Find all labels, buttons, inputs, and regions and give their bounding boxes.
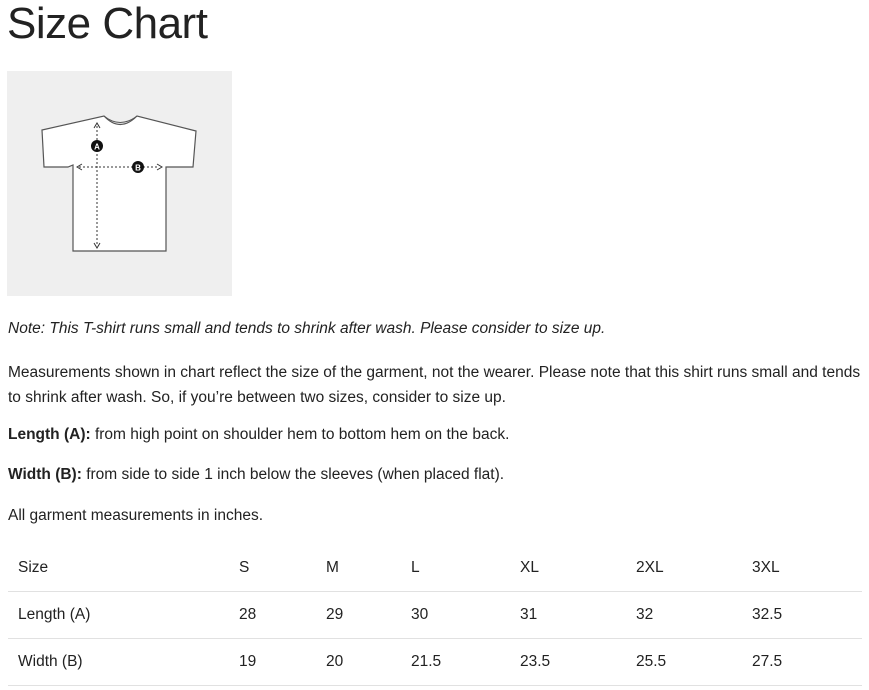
table-header-cell: S — [229, 545, 316, 592]
table-cell: 32 — [626, 592, 742, 639]
tshirt-diagram — [7, 71, 232, 296]
units-note: All garment measurements in inches. — [8, 507, 264, 524]
table-cell: 21.5 — [401, 639, 510, 686]
table-cell: 32.5 — [742, 592, 862, 639]
table-header-cell: M — [316, 545, 401, 592]
marker-b-label: B — [135, 163, 141, 173]
width-text: from side to side 1 inch below the sleeves (when placed flat). — [81, 466, 505, 483]
table-cell: 23.5 — [510, 639, 626, 686]
page-title: Size Chart — [7, 0, 208, 48]
table-cell: 19 — [229, 639, 316, 686]
width-label: Width (B): — [8, 466, 82, 483]
size-table — [8, 545, 862, 686]
table-cell: 20 — [316, 639, 401, 686]
marker-a-label: A — [94, 142, 100, 152]
width-definition — [8, 466, 504, 484]
length-text: from high point on shoulder hem to bottom hem on the back. — [90, 426, 510, 443]
table-header-cell: Size — [8, 545, 229, 592]
sizing-note: Note: This T-shirt runs small and tends to shrink after wash. Please consider to size up. — [8, 320, 606, 337]
tshirt-measurement-diagram-icon — [7, 71, 232, 296]
table-row — [8, 639, 862, 686]
length-definition — [8, 426, 509, 444]
table-cell: 25.5 — [626, 639, 742, 686]
table-cell: Length (A) — [8, 592, 229, 639]
table-header-cell: 3XL — [742, 545, 862, 592]
measurements-description: Measurements shown in chart reflect the size of the garment, not the wearer. Please note that this shirt runs small and tends to shrink after wash. So, if you’re between two sizes, consider to size up. — [8, 364, 861, 406]
table-cell: Width (B) — [8, 639, 229, 686]
table-cell: 29 — [316, 592, 401, 639]
table-cell: 27.5 — [742, 639, 862, 686]
table-header-cell: XL — [510, 545, 626, 592]
length-label: Length (A): — [8, 426, 91, 443]
table-row — [8, 592, 862, 639]
table-header-cell: L — [401, 545, 510, 592]
table-header-row — [8, 545, 862, 592]
table-cell: 30 — [401, 592, 510, 639]
table-header-cell: 2XL — [626, 545, 742, 592]
table-cell: 31 — [510, 592, 626, 639]
table-cell: 28 — [229, 592, 316, 639]
